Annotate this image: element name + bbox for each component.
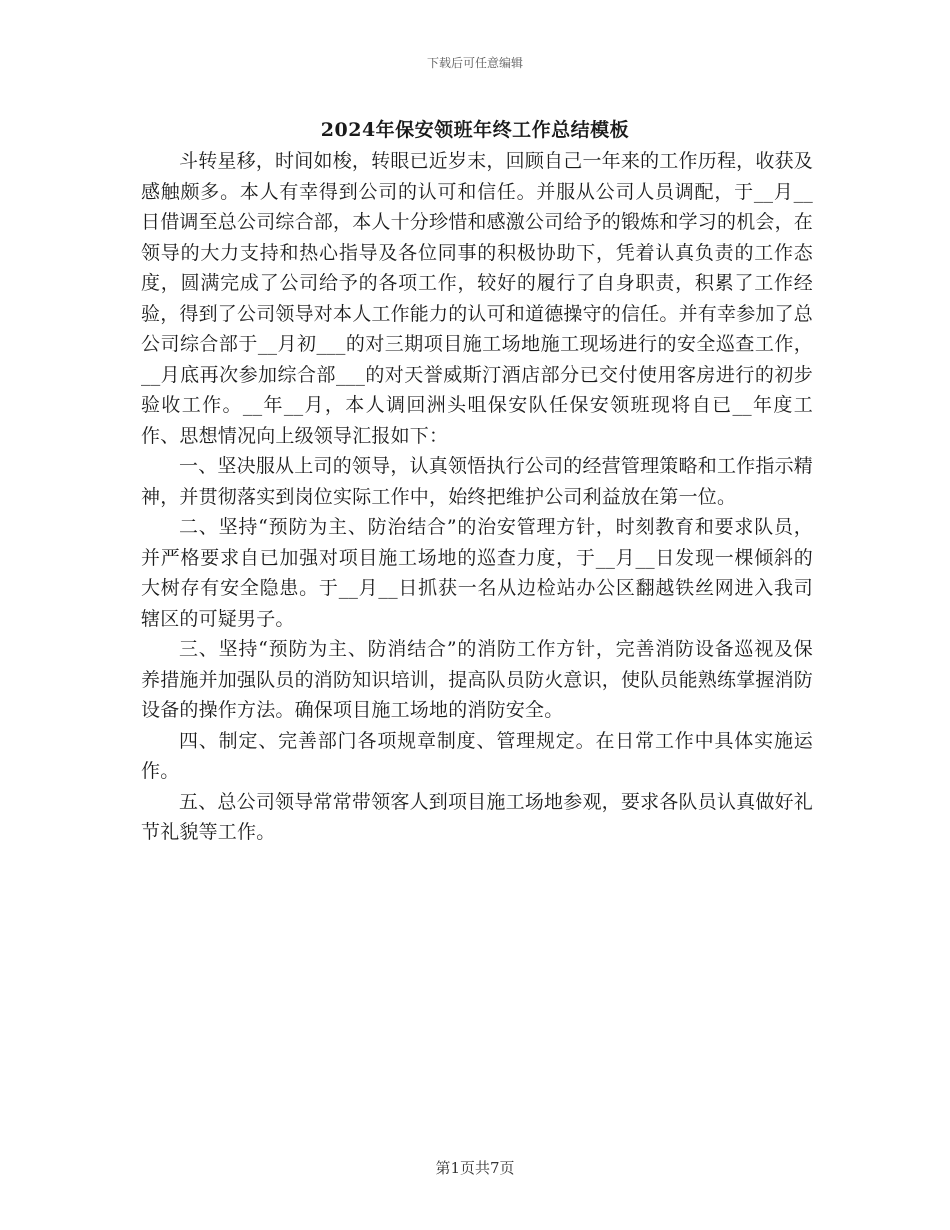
document-body [141,146,813,848]
page-number: 第1页共7页 [435,1159,515,1177]
document-title: 2024年保安领班年终工作总结模板 [320,119,630,141]
paragraph-item-1: 一、坚决服从上司的领导，认真领悟执行公司的经营管理策略和工作指示精神，并贯彻落实到岗位实际工作中，始终把维护公司利益放在第一位。 [141,455,813,508]
header-note: 下载后可任意编辑 [426,56,523,70]
paragraph-item-3: 三、坚持“预防为主、防消结合”的消防工作方针，完善消防设备巡视及保养措施并加强队员的消防知识培训，提高队员防火意识，使队员能熟练掌握消防设备的操作方法。确保项目施工场地的消防安全。 [141,638,814,721]
paragraph-item-2: 二、坚持“预防为主、防治结合”的治安管理方针，时刻教育和要求队员，并严格要求自已加强对项目施工场地的巡查力度，于__月__日发现一棵倾斜的大树存有安全隐患。于__月__日抓获一名从边检站办公区翻越铁丝网进入我司辖区的可疑男子。 [141,516,813,630]
paragraph-item-5: 五、总公司领导常常带领客人到项目施工场地参观，要求各队员认真做好礼节礼貌等工作。 [141,790,813,843]
paragraph-intro: 斗转星移，时间如梭，转眼已近岁末，回顾自己一年来的工作历程，收获及感触颇多。本人有幸得到公司的认可和信任。并服从公司人员调配，于__月__日借调至总公司综合部，本人十分珍惜和感激公司给予的锻炼和学习的机会，在领导的大力支持和热心指导及各位同事的积极协助下，凭着认真负责的工作态度，圆满完成了公司给予的各项工作，较好的履行了自身职责，积累了工作经验，得到了公司领导对本人工作能力的认可和道德操守的信任。并有幸参加了总公司综合部于__月初___的对三期项目施工场地施工现场进行的安全巡查工作，__月底再次参加综合部___的对天誉威斯汀酒店部分已交付使用客房进行的初步验收工作。__年__月，本人调回洲头咀保安队任保安领班现将自已__年度工作、思想情况向上级领导汇报如下： [141,150,814,447]
paragraph-item-4: 四、制定、完善部门各项规章制度、管理规定。在日常工作中具体实施运作。 [141,729,813,782]
